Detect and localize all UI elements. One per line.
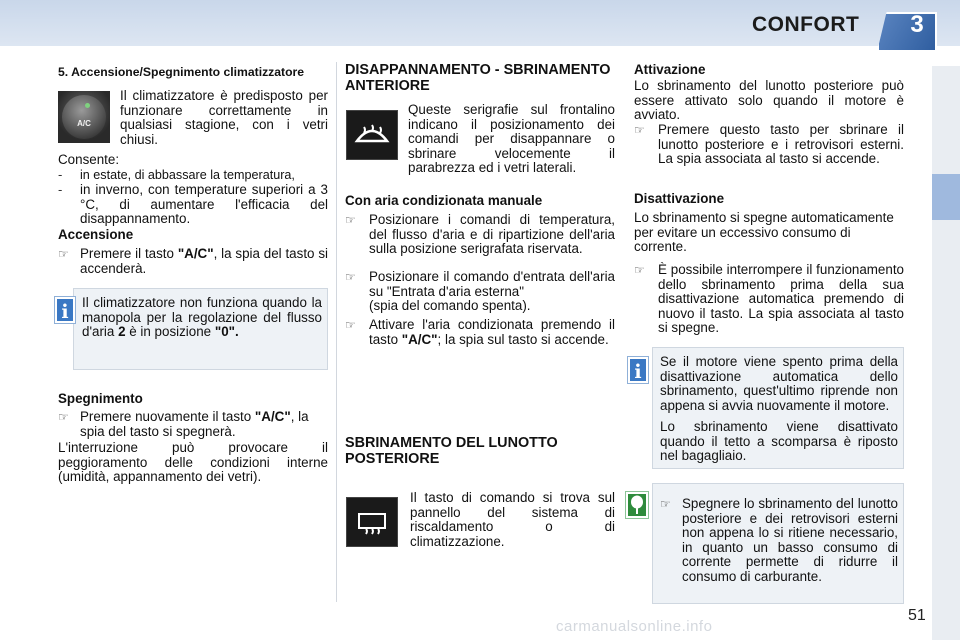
accensione-heading: Accensione (58, 227, 134, 242)
page-number: 51 (908, 607, 926, 624)
consente-label: Consente: (58, 152, 120, 167)
pointing-hand-icon: ☞ (660, 497, 671, 511)
info-icon: i (628, 357, 648, 383)
front-text: Queste serigrafie sul frontalino indicano il posizionamento dei comandi per disappannare o sbrinare velocemente il parabrezza ed i vetri laterali. (408, 102, 615, 176)
disattivazione-heading: Disattivazione (634, 191, 725, 206)
eco-icon (626, 492, 648, 518)
dash-item: - in inverno, con temperature superiori a 3 °C, di aumentare l'efficacia del disappannamento. (58, 182, 328, 227)
front-defrost-heading: DISAPPANNAMENTO - SBRINAMENTO ANTERIORE (345, 62, 611, 94)
pointing-hand-icon: ☞ (58, 410, 69, 424)
front-defrost-icon (346, 110, 398, 160)
manual-item: ☞ Posizionare il comando d'entrata dell'aria su "Entrata d'aria esterna" (345, 269, 615, 299)
disattivazione-item: ☞ È possibile interrompere il funzionamento dello sbrinamento prima della sua disattivazione automatica premendo di nuovo il tasto. La spia associata al tasto si spegne. (634, 262, 904, 336)
eco-item: ☞ Spegnere lo sbrinamento del lunotto posteriore e dei retrovisori esterni non appena lo si ritiene necessario, in quanto un basso consumo di corrente permette di ridurre il consumo di carburante. (660, 496, 898, 584)
rear-defrost-heading: SBRINAMENTO DEL LUNOTTO POSTERIORE (345, 435, 558, 467)
attivazione-heading: Attivazione (634, 62, 706, 77)
spegnimento-item: ☞ Premere nuovamente il tasto "A/C", la spia del tasto si spegnerà. (58, 409, 309, 439)
pointing-hand-icon: ☞ (345, 318, 356, 332)
rear-text: Il tasto di comando si trova sul pannello del sistema di riscaldamento o di climatizzazione. (410, 490, 615, 549)
ac-knob-icon (58, 91, 110, 143)
ac-item: ☞ Attivare l'aria condizionata premendo il tasto "A/C"; la spia sul tasto si accende. (345, 317, 615, 347)
pointing-hand-icon: ☞ (345, 213, 356, 227)
info-text: Lo sbrinamento viene disattivato quando il tetto a scomparsa è riposto nel bagagliaio. (660, 419, 898, 464)
intro-text: Il climatizzatore è predisposto per funzionare correttamente in qualsiasi stagione, con i vetri chiusi. (120, 88, 328, 147)
watermark: carmanualsonline.info (556, 618, 713, 635)
side-chapter-marker (932, 174, 960, 220)
interruption-text: L'interruzione può provocare il peggioramento delle condizioni interne (umidità, appannamento dei vetri). (58, 440, 328, 485)
pointing-hand-icon: ☞ (58, 247, 69, 261)
spia-note: (spia del comando spenta). (369, 298, 531, 313)
rear-defrost-icon (346, 497, 398, 547)
spegnimento-heading: Spegnimento (58, 391, 143, 406)
info-icon: i (55, 297, 75, 323)
pointing-hand-icon: ☞ (634, 263, 645, 277)
dash-item: - in estate, di abbassare la temperatura, (58, 167, 295, 182)
section-heading: 5. Accensione/Spegnimento climatizzatore (58, 65, 305, 79)
attivazione-item: ☞ Premere questo tasto per sbrinare il lunotto posteriore e i retrovisori esterni. La spia associata al tasto si accende. (634, 122, 904, 167)
info-text: Se il motore viene spento prima della disattivazione automatica dello sbrinamento, quest'ultimo riprende non appena si avvia nuovamente il motore. (660, 354, 898, 413)
knob-label: A/C (77, 119, 91, 128)
chapter-number: 3 (910, 11, 924, 38)
pointing-hand-icon: ☞ (634, 123, 645, 137)
accensione-item: ☞ Premere il tasto "A/C", la spia del tasto si accenderà. (58, 246, 328, 276)
column-divider (336, 62, 337, 602)
disattivazione-text: Lo sbrinamento si spegne automaticamente per evitare un eccessivo consumo di corrente. (634, 210, 894, 255)
attivazione-text: Lo sbrinamento del lunotto posteriore può essere attivato solo quando il motore è avviato. (634, 78, 904, 123)
page-title: CONFORT (752, 13, 860, 36)
side-band (932, 66, 960, 640)
pointing-hand-icon: ☞ (345, 270, 356, 284)
info-text: Il climatizzatore non funziona quando la manopola per la regolazione del flusso d'aria 2 è in posizione "0". (82, 295, 322, 340)
manual-heading: Con aria condizionata manuale (345, 193, 543, 208)
manual-item: ☞ Posizionare i comandi di temperatura, del flusso d'aria e di ripartizione dell'aria sulla posizione serigrafata riservata. (345, 212, 615, 257)
